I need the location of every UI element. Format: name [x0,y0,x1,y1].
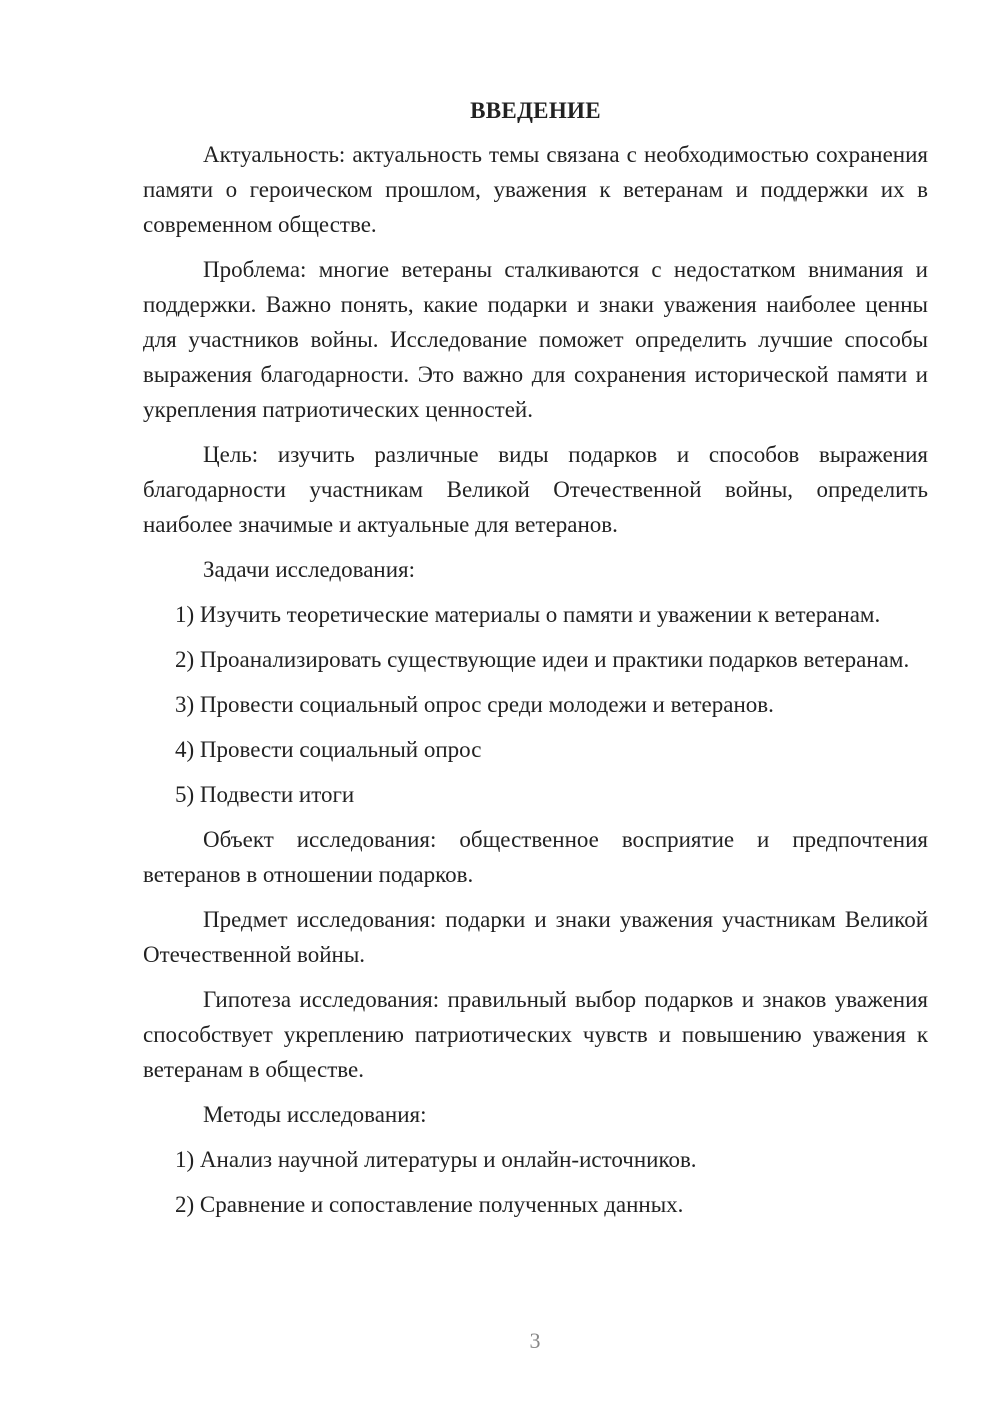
problem-paragraph: Проблема: многие ветераны сталкиваются с недостатком внимания и поддержки. Важно понять, какие подарки и знаки уважения наиболее ценны для участников войны. Исследование поможет определить лучшие способы выражения благодарности. Это важно для сохранения исторической памяти и укрепления патриотических ценностей. [143,257,928,422]
method-item-1: 1) Анализ научной литературы и онлайн-источников. [175,1147,697,1172]
goal-paragraph: Цель: изучить различные виды подарков и способов выражения благодарности участникам Великой Отечественной войны, определить наиболее значимые и актуальные для ветеранов. [143,442,928,537]
task-item-4: 4) Провести социальный опрос [175,737,482,762]
document-page [143,94,928,1232]
subject-paragraph: Предмет исследования: подарки и знаки уважения участникам Великой Отечественной войны. [143,907,928,967]
page-number: 3 [529,1328,541,1353]
tasks-heading: Задачи исследования: [203,557,416,582]
hypothesis-paragraph: Гипотеза исследования: правильный выбор подарков и знаков уважения способствует укреплению патриотических чувств и повышению уважения к ветеранам в обществе. [143,987,928,1082]
task-item-1: 1) Изучить теоретические материалы о памяти и уважении к ветеранам. [175,602,881,627]
relevance-paragraph: Актуальность: актуальность темы связана с необходимостью сохранения памяти о героическом прошлом, уважения к ветеранам и поддержки их в современном обществе. [143,142,928,237]
task-item-3: 3) Провести социальный опрос среди молодежи и ветеранов. [175,692,774,717]
methods-heading: Методы исследования: [203,1102,427,1127]
section-title: ВВЕДЕНИЕ [470,98,601,123]
method-item-2: 2) Сравнение и сопоставление полученных данных. [175,1192,684,1217]
task-item-2: 2) Проанализировать существующие идеи и практики подарков ветеранам. [175,647,910,672]
task-item-5: 5) Подвести итоги [175,782,355,807]
object-paragraph: Объект исследования: общественное восприятие и предпочтения ветеранов в отношении подарков. [143,827,928,887]
